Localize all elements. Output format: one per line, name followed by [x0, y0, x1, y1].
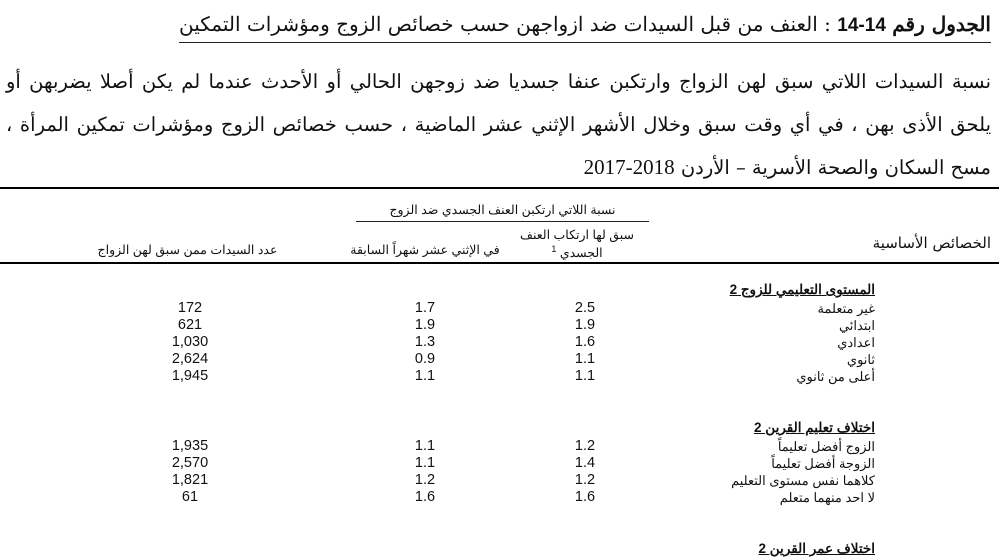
ever-cell: 1.2: [574, 438, 596, 454]
section-title: اختلاف تعليم القرين 2: [754, 420, 875, 435]
women-count-cell: 1,935: [171, 438, 209, 454]
table-row: [0, 473, 999, 488]
ever-cell: 1.4: [574, 455, 596, 471]
past-12-cell: 1.1: [414, 438, 436, 454]
table-row: [0, 439, 999, 454]
row-label: ثانوي: [846, 352, 875, 367]
group-header: نسبة اللاتي ارتكبن العنف الجسدي ضد الزوج: [356, 202, 649, 222]
ever-cell: 1.6: [574, 334, 596, 350]
women-count-cell: 61: [181, 489, 199, 505]
column-header-past-12-months: في الإثني عشر شهراً السابقة: [350, 243, 500, 257]
table-label: الجدول رقم: [892, 12, 991, 36]
women-count-cell: 1,945: [171, 368, 209, 384]
past-12-cell: 1.1: [414, 368, 436, 384]
row-label: اعدادي: [837, 335, 875, 350]
column-header-ever: [508, 228, 646, 260]
table-title: [179, 10, 991, 43]
women-count-cell: 621: [177, 317, 203, 333]
past-12-cell: 1.9: [414, 317, 436, 333]
women-count-cell: 172: [177, 300, 203, 316]
description-years: 2018-2017: [583, 155, 675, 179]
table-description: [6, 60, 991, 189]
title-separator: :: [824, 12, 831, 36]
column-header-ever-label: سبق لها ارتكاب العنف الجسدي: [520, 228, 634, 261]
row-label: كلاهما نفس مستوى التعليم: [731, 473, 875, 488]
past-12-cell: 1.1: [414, 455, 436, 471]
ever-cell: 1.6: [574, 489, 596, 505]
past-12-cell: 0.9: [414, 351, 436, 367]
past-12-cell: 1.6: [414, 489, 436, 505]
past-12-cell: 1.2: [414, 472, 436, 488]
table-top-rule: [0, 187, 999, 189]
table-row: [0, 490, 999, 505]
row-label: الزوج أفضل تعليماً: [777, 439, 875, 454]
women-count-cell: 2,624: [171, 351, 209, 367]
table-row: [0, 352, 999, 367]
ever-cell: 2.5: [574, 300, 596, 316]
table-row: [0, 318, 999, 333]
women-count-cell: 1,821: [171, 472, 209, 488]
section-title: المستوى التعليمي للزوج 2: [729, 282, 875, 297]
table-row: [0, 369, 999, 384]
section-title: اختلاف عمر القرين 2: [758, 541, 875, 556]
footnote-marker: 1: [551, 244, 557, 254]
ever-cell: 1.1: [574, 351, 596, 367]
past-12-cell: 1.3: [414, 334, 436, 350]
row-label: الزوجة أفضل تعليماً: [771, 456, 875, 471]
column-header-women-count: عدد السيدات ممن سبق لهن الزواج: [97, 243, 278, 257]
past-12-cell: 1.7: [414, 300, 436, 316]
row-label: أعلى من ثانوي: [796, 369, 875, 384]
description-text: نسبة السيدات اللاتي سبق لهن الزواج وارتكبن عنفا جسديا ضد زوجهن الحالي أو الأحدث عندما لم يكن أصلا يضربهن أو يلحق الأذى بهن ، في أي وقت سبق وخلال الأشهر الإثني عشر الماضية ، حسب خصائص الزوج ومؤشرات تمكين المرأة ، مسح السكان والصحة الأسرية – الأردن: [6, 70, 991, 179]
row-label: غير متعلمة: [817, 301, 875, 316]
table-row: [0, 456, 999, 471]
ever-cell: 1.1: [574, 368, 596, 384]
row-label: لا احد منهما متعلم: [779, 490, 875, 505]
table-row: [0, 301, 999, 316]
row-label: ابتدائي: [838, 318, 875, 333]
table-number: 14-14: [837, 15, 886, 36]
ever-cell: 1.2: [574, 472, 596, 488]
women-count-cell: 1,030: [171, 334, 209, 350]
table-row: [0, 335, 999, 350]
women-count-cell: 2,570: [171, 455, 209, 471]
ever-cell: 1.9: [574, 317, 596, 333]
column-header-characteristics: الخصائص الأساسية: [872, 234, 991, 252]
title-text: العنف من قبل السيدات ضد ازواجهن حسب خصائص الزوج ومؤشرات التمكين: [178, 12, 818, 36]
table-header-rule: [0, 262, 999, 264]
